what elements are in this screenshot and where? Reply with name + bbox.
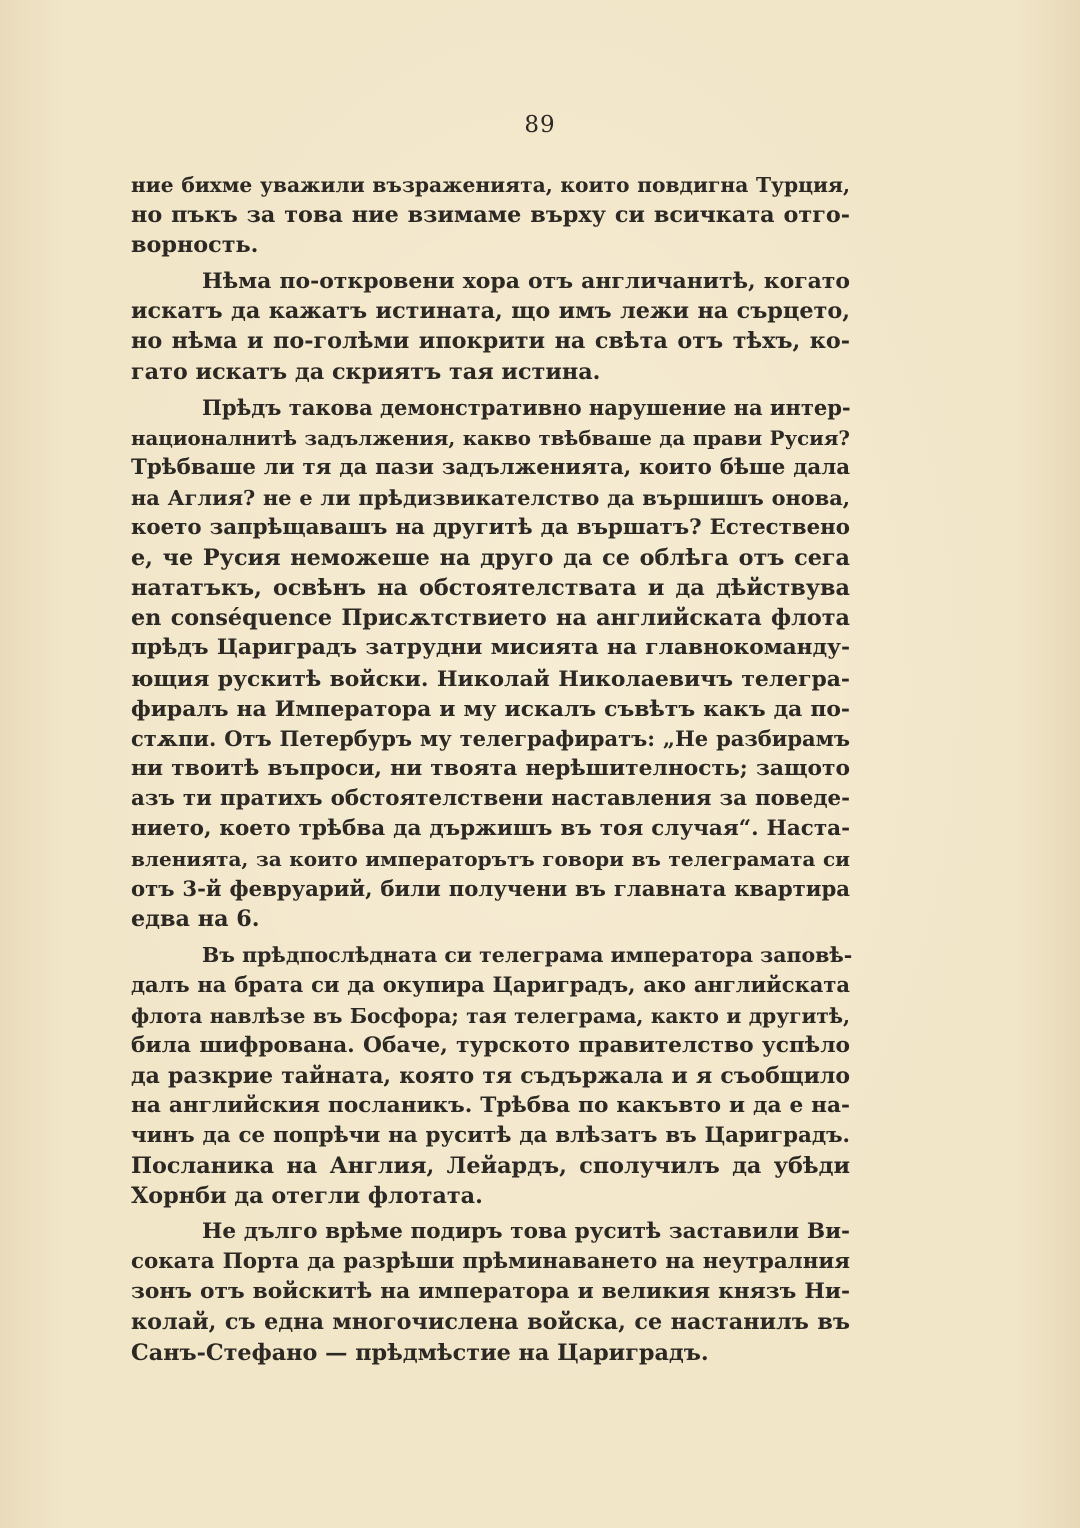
text-line: фиралъ на Императора и му искалъ съвѣтъ какъ да по- (131, 695, 850, 722)
text-line: нието, което трѣбва да държишъ въ тоя случая“. Наста- (131, 815, 850, 841)
text-line: е, че Русия неможеше на друго да се облѣга отъ сега (131, 545, 850, 572)
text-line: Нѣма по-откровени хора отъ англичанитѣ, когато (202, 268, 850, 295)
text-line: вленията, за които императорътъ говори въ телеграмата си (131, 847, 850, 872)
text-line: да разкрие тайната, която тя съдържала и я съобщило (131, 1062, 850, 1089)
text-line: en conséquence Присѫтствието на английската флота (131, 605, 850, 632)
text-line: флота навлѣзе въ Босфора; тая телеграма, както и другитѣ, (131, 1003, 850, 1028)
text-line: Трѣбваше ли тя да пази задълженията, които бѣше дала (131, 454, 850, 480)
text-line: нататъкъ, освѣнъ на обстоятелствата и да дѣйствува (131, 575, 850, 602)
text-line: Хорнби да отегли флотата. (131, 1183, 483, 1210)
text-line: но пъкъ за това ние взимаме върху си всичката отго- (131, 202, 850, 229)
text-line: гато искатъ да скриятъ тая истина. (131, 358, 601, 385)
text-line: ющия рускитѣ войски. Николай Николаевичъ телегра- (131, 665, 850, 692)
page-number: 89 (524, 112, 556, 138)
paragraph (131, 266, 850, 386)
text-line: ворность. (131, 232, 259, 259)
text-line: колай, съ една многочислена войска, се настанилъ въ (131, 1309, 850, 1336)
paragraph (131, 940, 853, 1211)
text-line: Прѣдъ такова демонстративно нарушение на интер- (202, 394, 851, 420)
text-line: искатъ да кажатъ истината, що имъ лежи на сърцето, (131, 298, 850, 325)
text-line: стѫпи. Отъ Петербуръ му телеграфиратъ: „Не разбирамъ (131, 725, 850, 751)
text-line: азъ ти пратихъ обстоятелствени наставления за поведе- (131, 785, 850, 811)
text-line: прѣдъ Цариградъ затрудни мисията на главнокоманду- (131, 635, 850, 661)
paragraph (131, 393, 850, 935)
text-line: отъ 3-й февруарий, били получени въ главната квартира (131, 876, 850, 902)
text-line: националнитѣ задължения, какво твѣбваше да прави Русия? (131, 425, 850, 450)
text-line: Санъ-Стефано — прѣдмѣстие на Цариградъ. (131, 1339, 709, 1366)
body-text (131, 170, 853, 1368)
text-line: ни твоитѣ въпроси, ни твоята нерѣшителность; защото (131, 755, 850, 781)
text-line: на английския посланикъ. Трѣбва по какъвто и да е на- (131, 1092, 850, 1118)
text-line: ние бихме уважили възраженията, които повдигна Турция, (131, 173, 850, 197)
text-line: едва на 6. (131, 906, 260, 933)
paragraph (131, 170, 850, 260)
text-line: Въ прѣдпослѣдната си телеграма императора заповѣ- (202, 943, 853, 968)
text-line: зонъ отъ войскитѣ на императора и великия князъ Ни- (131, 1279, 850, 1305)
text-line: на Аглия? не е ли прѣдизвикателство да вършишъ онова, (131, 484, 850, 510)
text-line: което запрѣщавашъ на другитѣ да вършатъ? Естествено (131, 515, 850, 541)
text-line: Не дълго врѣме подиръ това руситѣ заставили Ви- (202, 1219, 850, 1245)
text-line: чинъ да се попрѣчи на руситѣ да влѣзатъ въ Цариградъ. (131, 1122, 850, 1148)
text-line: сокатa Порта да разрѣши прѣминаването на неутралния (131, 1249, 850, 1275)
text-line: Посланика на Англия, Лейардъ, сполучилъ да убѣди (131, 1153, 850, 1179)
text-line: далъ на брата си да окупира Цариградъ, ако английската (131, 972, 850, 998)
paragraph (131, 1217, 850, 1367)
text-line: била шифрована. Обаче, турското правителство успѣло (131, 1032, 850, 1058)
text-line: но нѣма и по-голѣми ипокрити на свѣта отъ тѣхъ, ко- (131, 328, 850, 355)
